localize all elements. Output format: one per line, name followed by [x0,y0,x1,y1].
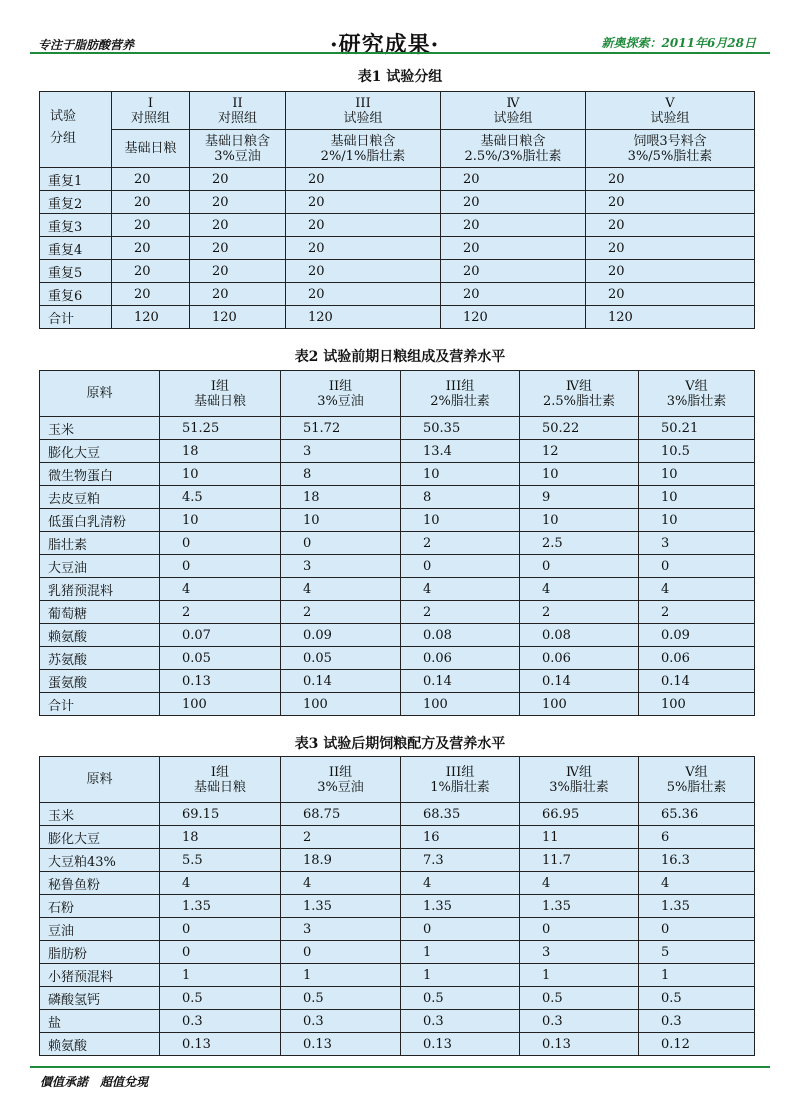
table1-row [40,214,755,237]
table2-cell: 10 [639,509,755,532]
table1-row-label: 重复5 [40,260,112,283]
table3-cell: 3 [281,918,401,941]
table3-cell: 4 [401,872,520,895]
table3-cell: 1 [160,964,281,987]
table2-row-label: 微生物蛋白 [40,463,160,486]
table2-cell: 4 [281,578,401,601]
table2-row [40,578,755,601]
table3-row [40,895,755,918]
table2-cell: 100 [401,693,520,716]
table3-cell: 0.3 [520,1010,639,1033]
table2-row [40,417,755,440]
table2-row-label: 玉米 [40,417,160,440]
table2-row-label: 合计 [40,693,160,716]
table1-cell: 120 [441,306,586,329]
table2-cell: 0.14 [281,670,401,693]
table2-row-label: 低蛋白乳清粉 [40,509,160,532]
table2-cell: 2 [401,532,520,555]
table1-cell: 20 [112,283,190,306]
table2-cell: 50.22 [520,417,639,440]
table2-caption: 表2 试验前期日粮组成及营养水平 [294,349,506,365]
table1-cell: 20 [441,191,586,214]
table1-cell: 20 [441,168,586,191]
table2-cell: 0 [160,555,281,578]
table1-cell: 20 [286,191,441,214]
table3-cell: 0 [639,918,755,941]
table1-cell: 20 [286,214,441,237]
table3-cell: 0 [520,918,639,941]
table2-cell: 0.06 [520,647,639,670]
table2-cell: 51.72 [281,417,401,440]
table2-cell: 10 [401,463,520,486]
table2-row-label: 脂壮素 [40,532,160,555]
table2-cell: 2 [401,601,520,624]
table3-row-label: 脂肪粉 [40,941,160,964]
table3-row-label: 赖氨酸 [40,1033,160,1056]
table3-row [40,826,755,849]
table1-cell: 20 [190,237,286,260]
table3-cell: 0.13 [281,1033,401,1056]
table1-diet-cell: 基础日粮含2%/1%脂壮素 [286,130,441,168]
table2-cell: 0.07 [160,624,281,647]
table1-row [40,260,755,283]
table3-cell: 4 [160,872,281,895]
table2-cell: 8 [281,463,401,486]
table1-row [40,237,755,260]
table2-cell: 3 [281,440,401,463]
table2-row [40,509,755,532]
table2-cell: 2 [281,601,401,624]
table2-row-label: 大豆油 [40,555,160,578]
table1-group-header: II 对照组 [190,92,286,130]
footer-slogan: 價值承諾 超值兌現 [40,1075,149,1089]
table3-cell: 2 [281,826,401,849]
table1-cell: 20 [586,191,755,214]
page-header [0,0,800,60]
table2-cell: 0.08 [401,624,520,647]
table3-cell: 1.35 [520,895,639,918]
table1-row [40,191,755,214]
table3-cell: 0 [281,941,401,964]
table3-row-label: 秘鲁鱼粉 [40,872,160,895]
table2-cell: 10.5 [639,440,755,463]
table3-row [40,849,755,872]
table3-col-header: Ⅳ组 3%脂壮素 [520,757,639,803]
table1-cell: 20 [190,260,286,283]
table3-cell: 3 [520,941,639,964]
table2-cell: 2 [639,601,755,624]
table3-row-label: 豆油 [40,918,160,941]
table2 [39,370,755,716]
table3-cell: 68.35 [401,803,520,826]
table2-cell: 0 [160,532,281,555]
table3-col-header: II组 3%豆油 [281,757,401,803]
table1-cell: 20 [190,168,286,191]
table1-cell: 20 [112,237,190,260]
table2-cell: 10 [401,509,520,532]
table2-cell: 8 [401,486,520,509]
table3-cell: 1.35 [639,895,755,918]
table2-cell: 3 [281,555,401,578]
table3-cell: 0.3 [639,1010,755,1033]
table3-corner: 原料 [40,757,160,803]
table3-cell: 4 [281,872,401,895]
table3-row-label: 磷酸氢钙 [40,987,160,1010]
table2-cell: 100 [520,693,639,716]
table3-cell: 1 [520,964,639,987]
table2-row [40,532,755,555]
table1 [39,91,755,329]
table1-cell: 20 [190,283,286,306]
table2-cell: 0.06 [639,647,755,670]
table3-cell: 5.5 [160,849,281,872]
table2-col-header: V组 3%脂壮素 [639,371,755,417]
table1-cell: 120 [190,306,286,329]
table3-row [40,964,755,987]
table2-row-label: 去皮豆粕 [40,486,160,509]
table3-row [40,918,755,941]
table3-cell: 0.13 [520,1033,639,1056]
table1-row-label: 重复3 [40,214,112,237]
table2-cell: 0.08 [520,624,639,647]
table1-cell: 20 [112,214,190,237]
table2-col-header: III组 2%脂壮素 [401,371,520,417]
table2-cell: 10 [160,509,281,532]
table2-row-label: 膨化大豆 [40,440,160,463]
table3-cell: 16 [401,826,520,849]
table3-cell: 1.35 [281,895,401,918]
table3-cell: 1.35 [401,895,520,918]
table1-cell: 20 [586,168,755,191]
table2-row [40,555,755,578]
table2-cell: 4.5 [160,486,281,509]
table2-cell: 0.05 [160,647,281,670]
table1-row [40,283,755,306]
table2-col-header: Ⅳ组 2.5%脂壮素 [520,371,639,417]
table2-row-label: 苏氨酸 [40,647,160,670]
table2-cell: 10 [639,463,755,486]
table2-cell: 0 [639,555,755,578]
table3-cell: 0 [401,918,520,941]
table1-row [40,168,755,191]
table3-cell: 0 [160,941,281,964]
table2-cell: 0 [520,555,639,578]
table2-row-label: 赖氨酸 [40,624,160,647]
table3-cell: 4 [520,872,639,895]
table2-cell: 18 [160,440,281,463]
table2-cell: 13.4 [401,440,520,463]
table3-cell: 0.12 [639,1033,755,1056]
table2-cell: 10 [639,486,755,509]
table1-cell: 20 [286,260,441,283]
table3-cell: 68.75 [281,803,401,826]
table1-group-header: V 试验组 [586,92,755,130]
table3-cell: 11 [520,826,639,849]
table1-row-label: 重复1 [40,168,112,191]
table2-row-label: 葡萄糖 [40,601,160,624]
table1-group-header: I 对照组 [112,92,190,130]
table1-cell: 20 [441,214,586,237]
table3-cell: 16.3 [639,849,755,872]
table2-row [40,486,755,509]
table3-row [40,941,755,964]
table3-col-header: V组 5%脂壮素 [639,757,755,803]
page-footer [0,1062,800,1095]
table1-corner: 试验 分组 [40,92,112,168]
table1-cell: 20 [112,260,190,283]
table3-cell: 0.5 [520,987,639,1010]
table1-row [40,306,755,329]
table2-row-label: 乳猪预混料 [40,578,160,601]
table3-row-label: 大豆粕43% [40,849,160,872]
table2-row [40,440,755,463]
table3-cell: 0.13 [160,1033,281,1056]
table3-cell: 0.3 [401,1010,520,1033]
header-slogan: 专注于脂肪酸营养 [38,38,135,52]
table2-cell: 4 [160,578,281,601]
table3-cell: 0 [160,918,281,941]
table3-cell: 69.15 [160,803,281,826]
table1-cell: 120 [112,306,190,329]
table2-cell: 100 [639,693,755,716]
table2-cell: 0.14 [520,670,639,693]
table2-cell: 0.06 [401,647,520,670]
table3-cell: 1.35 [160,895,281,918]
table3-col-header: I组 基础日粮 [160,757,281,803]
table1-row-label: 重复4 [40,237,112,260]
table1-diet-cell: 基础日粮含2.5%/3%脂壮素 [441,130,586,168]
table2-row [40,670,755,693]
table3-cell: 18.9 [281,849,401,872]
table3-col-header: III组 1%脂壮素 [401,757,520,803]
table3-cell: 4 [639,872,755,895]
table1-row-label: 重复6 [40,283,112,306]
table2-cell: 0 [281,532,401,555]
table2-cell: 2 [520,601,639,624]
table2-cell: 0.14 [401,670,520,693]
table2-cell: 10 [160,463,281,486]
table3-row [40,803,755,826]
table2-row-label: 蛋氨酸 [40,670,160,693]
table3-row-label: 玉米 [40,803,160,826]
table1-diet-cell: 基础日粮含3%豆油 [190,130,286,168]
table1-cell: 20 [286,237,441,260]
table2-cell: 0.05 [281,647,401,670]
table1-diet-cell: 饲喂3号料含3%/5%脂壮素 [586,130,755,168]
table2-cell: 100 [281,693,401,716]
table3-cell: 0.5 [401,987,520,1010]
table3-row [40,987,755,1010]
table1-cell: 20 [286,168,441,191]
table3-row [40,872,755,895]
table3-cell: 66.95 [520,803,639,826]
table3-cell: 11.7 [520,849,639,872]
table2-cell: 9 [520,486,639,509]
table1-cell: 20 [441,237,586,260]
table1-cell: 20 [441,283,586,306]
table1-cell: 20 [112,168,190,191]
table2-row [40,647,755,670]
table3-cell: 6 [639,826,755,849]
table3-cell: 0.5 [281,987,401,1010]
table2-corner: 原料 [40,371,160,417]
table3-cell: 0.5 [639,987,755,1010]
table3-cell: 65.36 [639,803,755,826]
table2-col-header: I组 基础日粮 [160,371,281,417]
table2-cell: 100 [160,693,281,716]
table1-group-header: Ⅳ 试验组 [441,92,586,130]
table1-cell: 20 [190,191,286,214]
table2-cell: 4 [639,578,755,601]
header-date: 新奥探索：2011年6月28日 [601,36,756,50]
table1-cell: 120 [586,306,755,329]
table1-cell: 20 [586,237,755,260]
table3-cell: 18 [160,826,281,849]
table3 [39,756,755,1056]
table3-cell: 1 [281,964,401,987]
table2-cell: 0 [401,555,520,578]
table2-cell: 18 [281,486,401,509]
table2-cell: 50.21 [639,417,755,440]
table2-cell: 4 [401,578,520,601]
table1-cell: 120 [286,306,441,329]
table3-cell: 0.13 [401,1033,520,1056]
table3-row-label: 盐 [40,1010,160,1033]
table2-row [40,463,755,486]
table2-cell: 3 [639,532,755,555]
table3-cell: 1 [639,964,755,987]
table3-row [40,1010,755,1033]
table2-cell: 10 [520,463,639,486]
table2-cell: 12 [520,440,639,463]
table1-cell: 20 [441,260,586,283]
table2-row [40,624,755,647]
table2-cell: 10 [520,509,639,532]
table2-cell: 2.5 [520,532,639,555]
table3-cell: 1 [401,941,520,964]
table1-cell: 20 [190,214,286,237]
table2-cell: 0.09 [281,624,401,647]
table3-row-label: 石粉 [40,895,160,918]
header-divider [30,52,770,54]
table3-caption: 表3 试验后期饲粮配方及营养水平 [294,736,506,752]
table2-cell: 51.25 [160,417,281,440]
table1-diet-cell: 基础日粮 [112,130,190,168]
section-title: ·研究成果· [330,32,440,58]
table2-col-header: II组 3%豆油 [281,371,401,417]
table1-row-label: 合计 [40,306,112,329]
table1-cell: 20 [286,283,441,306]
table2-cell: 10 [281,509,401,532]
table2-row [40,601,755,624]
table3-row [40,1033,755,1056]
table3-cell: 1 [401,964,520,987]
footer-divider [30,1066,770,1068]
table1-cell: 20 [586,214,755,237]
table3-cell: 0.3 [160,1010,281,1033]
table3-cell: 5 [639,941,755,964]
table3-cell: 0.3 [281,1010,401,1033]
table1-cell: 20 [586,283,755,306]
table1-caption: 表1 试验分组 [357,69,443,85]
table3-cell: 0.5 [160,987,281,1010]
table2-cell: 0.09 [639,624,755,647]
table2-row [40,693,755,716]
table1-group-header: III 试验组 [286,92,441,130]
table3-row-label: 小猪预混料 [40,964,160,987]
table2-cell: 0.13 [160,670,281,693]
table2-cell: 50.35 [401,417,520,440]
table2-cell: 0.14 [639,670,755,693]
table1-cell: 20 [586,260,755,283]
table3-cell: 7.3 [401,849,520,872]
table2-cell: 4 [520,578,639,601]
table2-cell: 2 [160,601,281,624]
table3-row-label: 膨化大豆 [40,826,160,849]
table1-row-label: 重复2 [40,191,112,214]
table1-cell: 20 [112,191,190,214]
